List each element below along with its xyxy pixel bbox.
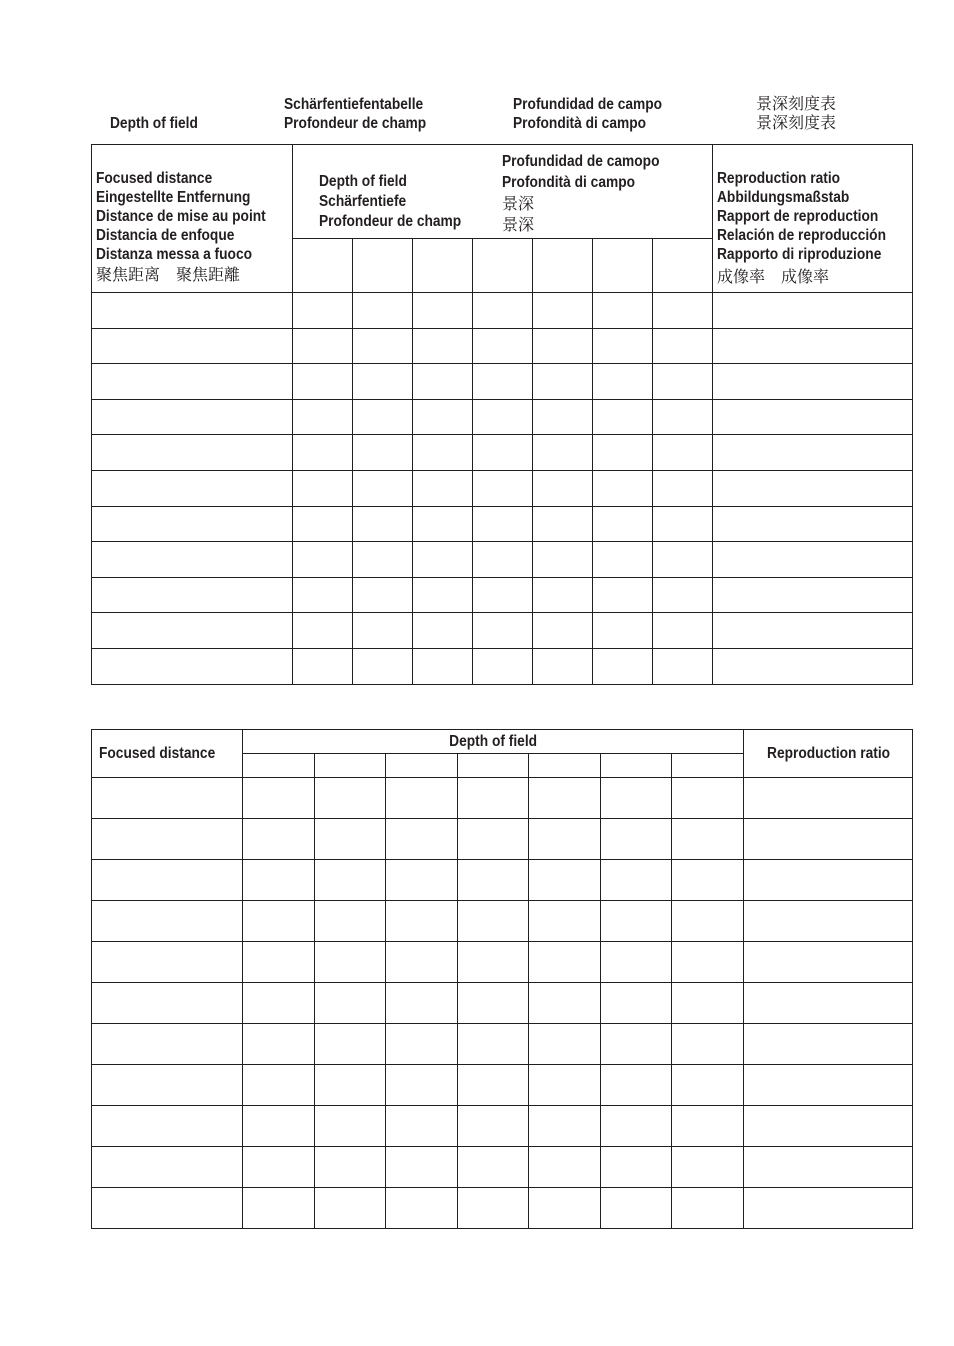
dof-cell bbox=[458, 1106, 529, 1147]
dof-cell bbox=[593, 648, 653, 684]
dof-cell bbox=[601, 1147, 672, 1188]
dof-cell bbox=[293, 577, 353, 613]
table-row bbox=[92, 860, 913, 901]
dof-cell bbox=[533, 613, 593, 649]
dof-cell bbox=[353, 435, 413, 471]
dof-cell bbox=[293, 506, 353, 542]
dof-cell bbox=[243, 1106, 315, 1147]
reproduction-ratio-header bbox=[713, 145, 913, 293]
table-row bbox=[92, 1024, 913, 1065]
dof-cell bbox=[473, 293, 533, 329]
dof-cell bbox=[315, 1024, 386, 1065]
dof-subcell bbox=[529, 754, 601, 778]
reproduction-ratio-header bbox=[744, 730, 913, 778]
focused-distance-cell bbox=[92, 1188, 243, 1229]
table-row bbox=[92, 364, 913, 400]
title-cn-traditional: 景深刻度表 bbox=[756, 113, 837, 132]
focused-distance-header bbox=[92, 730, 243, 778]
reproduction-ratio-cell bbox=[744, 1024, 913, 1065]
focused-distance-cell bbox=[92, 1065, 243, 1106]
dof-cell bbox=[243, 983, 315, 1024]
dof-cell bbox=[386, 778, 458, 819]
dof-cell bbox=[458, 901, 529, 942]
dof-cell bbox=[243, 819, 315, 860]
dof-cell bbox=[353, 399, 413, 435]
dof-cell bbox=[672, 1065, 744, 1106]
dof-cell bbox=[386, 942, 458, 983]
reproduction-ratio-cell bbox=[713, 364, 913, 400]
dof-cell bbox=[653, 399, 713, 435]
dof-cell bbox=[386, 901, 458, 942]
title-de: Schärfentiefentabelle bbox=[284, 96, 424, 113]
dof-cell bbox=[653, 328, 713, 364]
depth-of-field-header bbox=[243, 730, 744, 754]
dof-cell bbox=[601, 860, 672, 901]
dof-cell bbox=[243, 778, 315, 819]
reproduction-ratio-cell bbox=[744, 1065, 913, 1106]
reproduction-ratio-cell bbox=[713, 542, 913, 578]
title-es: Profundidad de campo bbox=[513, 96, 663, 113]
reproduction-ratio-cell bbox=[744, 1106, 913, 1147]
dof-cell bbox=[315, 901, 386, 942]
dof-cell bbox=[529, 901, 601, 942]
dof-cell bbox=[593, 293, 653, 329]
dof-cell bbox=[413, 542, 473, 578]
dof-cell bbox=[386, 1024, 458, 1065]
reproduction-ratio-cell bbox=[744, 1147, 913, 1188]
focused-label-es: Distancia de enfoque bbox=[96, 227, 235, 244]
dof-cell bbox=[353, 328, 413, 364]
dof-cell bbox=[413, 613, 473, 649]
dof-cell bbox=[386, 819, 458, 860]
dof-cell bbox=[413, 435, 473, 471]
depth-of-field-table-english bbox=[91, 729, 913, 1229]
dof-cell bbox=[293, 364, 353, 400]
dof-cell bbox=[473, 542, 533, 578]
dof-cell bbox=[529, 1106, 601, 1147]
dof-cell bbox=[672, 983, 744, 1024]
dof-cell bbox=[529, 1147, 601, 1188]
dof-cell bbox=[293, 470, 353, 506]
dof-cell bbox=[601, 819, 672, 860]
repro-label-de: Abbildungsmaßstab bbox=[717, 189, 850, 206]
dof-cell bbox=[533, 470, 593, 506]
table-row bbox=[92, 399, 913, 435]
dof-cell bbox=[473, 577, 533, 613]
dof-cell bbox=[353, 613, 413, 649]
dof-cell bbox=[601, 983, 672, 1024]
dof-cell bbox=[533, 506, 593, 542]
dof-cell bbox=[533, 328, 593, 364]
table-row bbox=[92, 1106, 913, 1147]
depth-of-field-table-multilingual bbox=[91, 144, 913, 685]
dof-cell bbox=[386, 983, 458, 1024]
focused-distance-header bbox=[92, 145, 293, 293]
focused-distance-cell bbox=[92, 860, 243, 901]
dof-cell bbox=[533, 648, 593, 684]
reproduction-ratio-cell bbox=[713, 293, 913, 329]
table-row bbox=[92, 819, 913, 860]
dof-cell bbox=[601, 778, 672, 819]
table2-body bbox=[92, 778, 913, 1229]
dof-cell bbox=[458, 1188, 529, 1229]
dof-cell bbox=[473, 435, 533, 471]
reproduction-ratio-cell bbox=[713, 613, 913, 649]
repro-label-en: Reproduction ratio bbox=[717, 170, 841, 187]
dof-cell bbox=[413, 577, 473, 613]
dof-cell bbox=[601, 1024, 672, 1065]
table-row bbox=[92, 293, 913, 329]
focused-distance-cell bbox=[92, 470, 293, 506]
dof-cell bbox=[315, 1065, 386, 1106]
dof-cell bbox=[533, 577, 593, 613]
dof-cell bbox=[653, 470, 713, 506]
dof-label-cn-simplified: 景深 bbox=[502, 194, 535, 213]
dof-cell bbox=[653, 542, 713, 578]
dof-cell bbox=[653, 577, 713, 613]
dof-cell bbox=[601, 1188, 672, 1229]
dof-cell bbox=[529, 1065, 601, 1106]
table-row bbox=[92, 1188, 913, 1229]
reproduction-ratio-cell bbox=[744, 778, 913, 819]
dof-subcell bbox=[353, 239, 413, 293]
dof-cell bbox=[413, 328, 473, 364]
dof-cell bbox=[243, 1065, 315, 1106]
focused-distance-cell bbox=[92, 942, 243, 983]
depth-of-field-header bbox=[293, 145, 713, 239]
dof-cell bbox=[315, 860, 386, 901]
dof-cell bbox=[672, 819, 744, 860]
dof-cell bbox=[413, 293, 473, 329]
dof-cell bbox=[413, 648, 473, 684]
dof-label-de: Schärfentiefe bbox=[319, 193, 407, 210]
dof-cell bbox=[529, 1024, 601, 1065]
dof-cell bbox=[473, 399, 533, 435]
dof-subcell bbox=[386, 754, 458, 778]
dof-label-it: Profondità di campo bbox=[502, 174, 636, 191]
dof-cell bbox=[243, 1024, 315, 1065]
dof-cell bbox=[458, 983, 529, 1024]
focused-distance-cell bbox=[92, 983, 243, 1024]
dof-cell bbox=[315, 819, 386, 860]
dof-cell bbox=[293, 542, 353, 578]
table-row bbox=[92, 470, 913, 506]
dof-cell bbox=[353, 648, 413, 684]
dof-cell bbox=[593, 435, 653, 471]
focused-distance-cell bbox=[92, 542, 293, 578]
dof-cell bbox=[315, 1147, 386, 1188]
dof-cell bbox=[473, 470, 533, 506]
dof-subcell bbox=[601, 754, 672, 778]
repro-label-cn: 成像率 成像率 bbox=[717, 267, 830, 286]
dof-cell bbox=[529, 983, 601, 1024]
dof-cell bbox=[293, 293, 353, 329]
focused-distance-cell bbox=[92, 364, 293, 400]
table-row bbox=[92, 983, 913, 1024]
dof-label-es: Profundidad de camopo bbox=[502, 153, 660, 170]
title-it: Profondità di campo bbox=[513, 115, 647, 132]
reproduction-ratio-cell bbox=[744, 983, 913, 1024]
dof-cell bbox=[601, 1065, 672, 1106]
dof-cell bbox=[672, 1147, 744, 1188]
dof-cell bbox=[601, 1106, 672, 1147]
reproduction-ratio-cell bbox=[713, 470, 913, 506]
dof-cell bbox=[458, 942, 529, 983]
focused-distance-cell bbox=[92, 399, 293, 435]
dof-cell bbox=[653, 648, 713, 684]
table-row bbox=[92, 435, 913, 471]
focused-distance-cell bbox=[92, 819, 243, 860]
dof-cell bbox=[672, 942, 744, 983]
dof-cell bbox=[386, 1065, 458, 1106]
dof-subcell bbox=[458, 754, 529, 778]
dof-cell bbox=[386, 1188, 458, 1229]
dof-subcell bbox=[533, 239, 593, 293]
table-row bbox=[92, 1147, 913, 1188]
dof-subcell bbox=[413, 239, 473, 293]
dof-cell bbox=[458, 860, 529, 901]
focused-distance-cell bbox=[92, 613, 293, 649]
dof-label-en: Depth of field bbox=[319, 173, 407, 190]
dof-cell bbox=[293, 328, 353, 364]
repro-label-it: Rapporto di riproduzione bbox=[717, 246, 882, 263]
reproduction-ratio-cell bbox=[744, 901, 913, 942]
dof-cell bbox=[315, 778, 386, 819]
focused-label-fr: Distance de mise au point bbox=[96, 208, 266, 225]
dof-cell bbox=[529, 1188, 601, 1229]
repro-label-fr: Rapport de reproduction bbox=[717, 208, 879, 225]
reproduction-ratio-cell bbox=[713, 648, 913, 684]
dof-cell bbox=[315, 983, 386, 1024]
dof-cell bbox=[593, 470, 653, 506]
dof-cell bbox=[458, 778, 529, 819]
dof-cell bbox=[458, 1024, 529, 1065]
focused-distance-cell bbox=[92, 901, 243, 942]
dof-cell bbox=[529, 819, 601, 860]
title-fr: Profondeur de champ bbox=[284, 115, 427, 132]
dof-cell bbox=[473, 648, 533, 684]
dof-cell bbox=[653, 435, 713, 471]
focused-distance-cell bbox=[92, 293, 293, 329]
dof-subcell bbox=[593, 239, 653, 293]
dof-cell bbox=[593, 577, 653, 613]
reproduction-ratio-cell bbox=[713, 435, 913, 471]
dof-cell bbox=[593, 542, 653, 578]
dof-cell bbox=[315, 1188, 386, 1229]
dof-cell bbox=[601, 942, 672, 983]
dof-cell bbox=[533, 542, 593, 578]
dof-label-fr: Profondeur de champ bbox=[319, 213, 462, 230]
dof-cell bbox=[601, 901, 672, 942]
dof-cell bbox=[293, 648, 353, 684]
dof-cell bbox=[315, 1106, 386, 1147]
dof-cell bbox=[413, 364, 473, 400]
focused-distance-cell bbox=[92, 1147, 243, 1188]
dof-cell bbox=[353, 470, 413, 506]
dof-cell bbox=[473, 613, 533, 649]
focused-distance-cell bbox=[92, 435, 293, 471]
dof-cell bbox=[593, 364, 653, 400]
dof-cell bbox=[386, 1147, 458, 1188]
dof-cell bbox=[473, 506, 533, 542]
dof-cell bbox=[243, 860, 315, 901]
dof-cell bbox=[293, 435, 353, 471]
focused-label-cn: 聚焦距离 聚焦距離 bbox=[96, 265, 241, 284]
dof-cell bbox=[353, 506, 413, 542]
table-row bbox=[92, 901, 913, 942]
dof-cell bbox=[593, 506, 653, 542]
dof-cell bbox=[533, 435, 593, 471]
dof-subcell bbox=[653, 239, 713, 293]
table-row bbox=[92, 613, 913, 649]
dof-cell bbox=[353, 577, 413, 613]
table-row bbox=[92, 506, 913, 542]
dof-cell bbox=[672, 1188, 744, 1229]
table-row bbox=[92, 1065, 913, 1106]
dof-cell bbox=[243, 1188, 315, 1229]
dof-cell bbox=[473, 328, 533, 364]
dof-cell bbox=[593, 613, 653, 649]
dof-cell bbox=[243, 1147, 315, 1188]
dof-cell bbox=[529, 778, 601, 819]
dof-cell bbox=[458, 819, 529, 860]
reproduction-ratio-label: Reproduction ratio bbox=[766, 745, 890, 762]
dof-subcell bbox=[672, 754, 744, 778]
focused-distance-cell bbox=[92, 1106, 243, 1147]
dof-cell bbox=[653, 613, 713, 649]
dof-cell bbox=[533, 364, 593, 400]
dof-subcell bbox=[473, 239, 533, 293]
dof-cell bbox=[672, 1024, 744, 1065]
table-row bbox=[92, 778, 913, 819]
dof-cell bbox=[413, 470, 473, 506]
reproduction-ratio-cell bbox=[713, 328, 913, 364]
dof-cell bbox=[315, 942, 386, 983]
focused-distance-cell bbox=[92, 328, 293, 364]
dof-subcell bbox=[293, 239, 353, 293]
reproduction-ratio-cell bbox=[744, 860, 913, 901]
repro-label-es: Relación de reproducción bbox=[717, 227, 886, 244]
dof-subcell bbox=[243, 754, 315, 778]
dof-cell bbox=[458, 1147, 529, 1188]
dof-cell bbox=[386, 1106, 458, 1147]
table-row bbox=[92, 577, 913, 613]
reproduction-ratio-cell bbox=[744, 942, 913, 983]
table-row bbox=[92, 942, 913, 983]
dof-cell bbox=[672, 860, 744, 901]
focused-label-de: Eingestellte Entfernung bbox=[96, 189, 251, 206]
dof-cell bbox=[529, 942, 601, 983]
reproduction-ratio-cell bbox=[713, 577, 913, 613]
reproduction-ratio-cell bbox=[744, 819, 913, 860]
dof-cell bbox=[353, 542, 413, 578]
dof-cell bbox=[293, 613, 353, 649]
reproduction-ratio-cell bbox=[713, 506, 913, 542]
dof-cell bbox=[529, 860, 601, 901]
dof-cell bbox=[672, 1106, 744, 1147]
focused-distance-cell bbox=[92, 506, 293, 542]
table-row bbox=[92, 648, 913, 684]
focused-distance-label: Focused distance bbox=[99, 745, 216, 762]
reproduction-ratio-cell bbox=[713, 399, 913, 435]
dof-cell bbox=[653, 364, 713, 400]
dof-cell bbox=[533, 293, 593, 329]
dof-cell bbox=[593, 328, 653, 364]
dof-cell bbox=[672, 778, 744, 819]
dof-cell bbox=[533, 399, 593, 435]
focused-label-en: Focused distance bbox=[96, 170, 213, 187]
dof-cell bbox=[413, 399, 473, 435]
dof-cell bbox=[386, 860, 458, 901]
table-row bbox=[92, 328, 913, 364]
dof-cell bbox=[413, 506, 473, 542]
dof-cell bbox=[243, 901, 315, 942]
dof-cell bbox=[672, 901, 744, 942]
reproduction-ratio-cell bbox=[744, 1188, 913, 1229]
focused-distance-cell bbox=[92, 577, 293, 613]
focused-distance-cell bbox=[92, 648, 293, 684]
dof-cell bbox=[243, 942, 315, 983]
dof-cell bbox=[653, 293, 713, 329]
table-row bbox=[92, 542, 913, 578]
title-en: Depth of field bbox=[110, 115, 198, 132]
dof-label-cn-traditional: 景深 bbox=[502, 215, 535, 234]
dof-subcell bbox=[315, 754, 386, 778]
dof-cell bbox=[353, 364, 413, 400]
title-cn-simplified: 景深刻度表 bbox=[756, 94, 837, 113]
focused-label-it: Distanza messa a fuoco bbox=[96, 246, 253, 263]
focused-distance-cell bbox=[92, 1024, 243, 1065]
focused-distance-cell bbox=[92, 778, 243, 819]
dof-cell bbox=[653, 506, 713, 542]
dof-cell bbox=[473, 364, 533, 400]
dof-cell bbox=[293, 399, 353, 435]
table1-body bbox=[92, 293, 913, 685]
dof-cell bbox=[353, 293, 413, 329]
dof-cell bbox=[458, 1065, 529, 1106]
dof-cell bbox=[593, 399, 653, 435]
depth-of-field-label: Depth of field bbox=[449, 733, 537, 750]
